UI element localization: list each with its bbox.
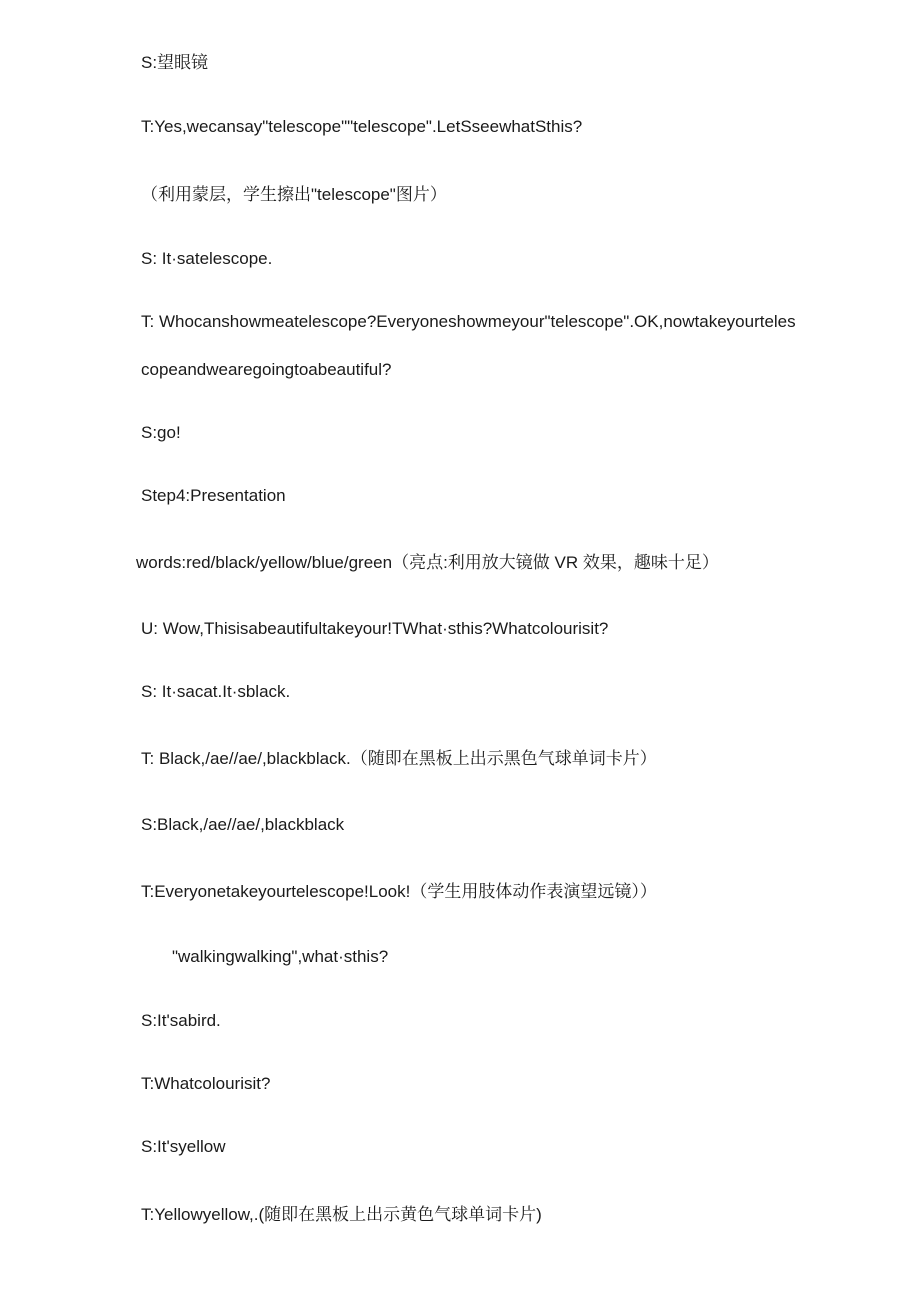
dialogue-line: S:望眼镜 [141, 53, 209, 72]
dialogue-line: T: Whocanshowmeatelescope?Everyoneshowmeyour"telescope".OK,nowtakeyourteles [141, 312, 796, 331]
dialogue-line: T:Yes,wecansay"telescope""telescope".LetSseewhatSthis? [141, 117, 583, 136]
dialogue-line: words:red/black/yellow/blue/green（亮点:利用放大镜做 VR 效果，趣味十足） [136, 553, 719, 572]
dialogue-line: S: It·satelescope. [141, 249, 273, 268]
dialogue-line: T:Everyonetakeyourtelescope!Look!（学生用肢体动作表演望远镜）） [141, 882, 657, 901]
dialogue-line: S:Black,/ae//ae/,blackblack [141, 815, 345, 834]
dialogue-line: T: Black,/ae//ae/,blackblack.（随即在黑板上出示黑色气球单词卡片） [141, 749, 657, 768]
dialogue-line: U: Wow,Thisisabeautifultakeyour!TWhat·sthis?Whatcolourisit? [141, 619, 609, 638]
dialogue-line: "walkingwalking",what·sthis? [172, 947, 389, 966]
dialogue-line: copeandwearegoingtoabeautiful? [141, 360, 392, 379]
dialogue-line: T:Whatcolourisit? [141, 1074, 271, 1093]
dialogue-line: （利用蒙层，学生擦出"telescope"图片） [141, 185, 447, 204]
dialogue-line: S: It·sacat.It·sblack. [141, 682, 291, 701]
dialogue-line: S:It'sabird. [141, 1011, 221, 1030]
dialogue-line: S:go! [141, 423, 181, 442]
section-heading: Step4:Presentation [141, 486, 286, 505]
dialogue-line: S:It'syellow [141, 1137, 226, 1156]
dialogue-line: T:Yellowyellow,.(随即在黑板上出示黄色气球单词卡片) [141, 1205, 542, 1224]
